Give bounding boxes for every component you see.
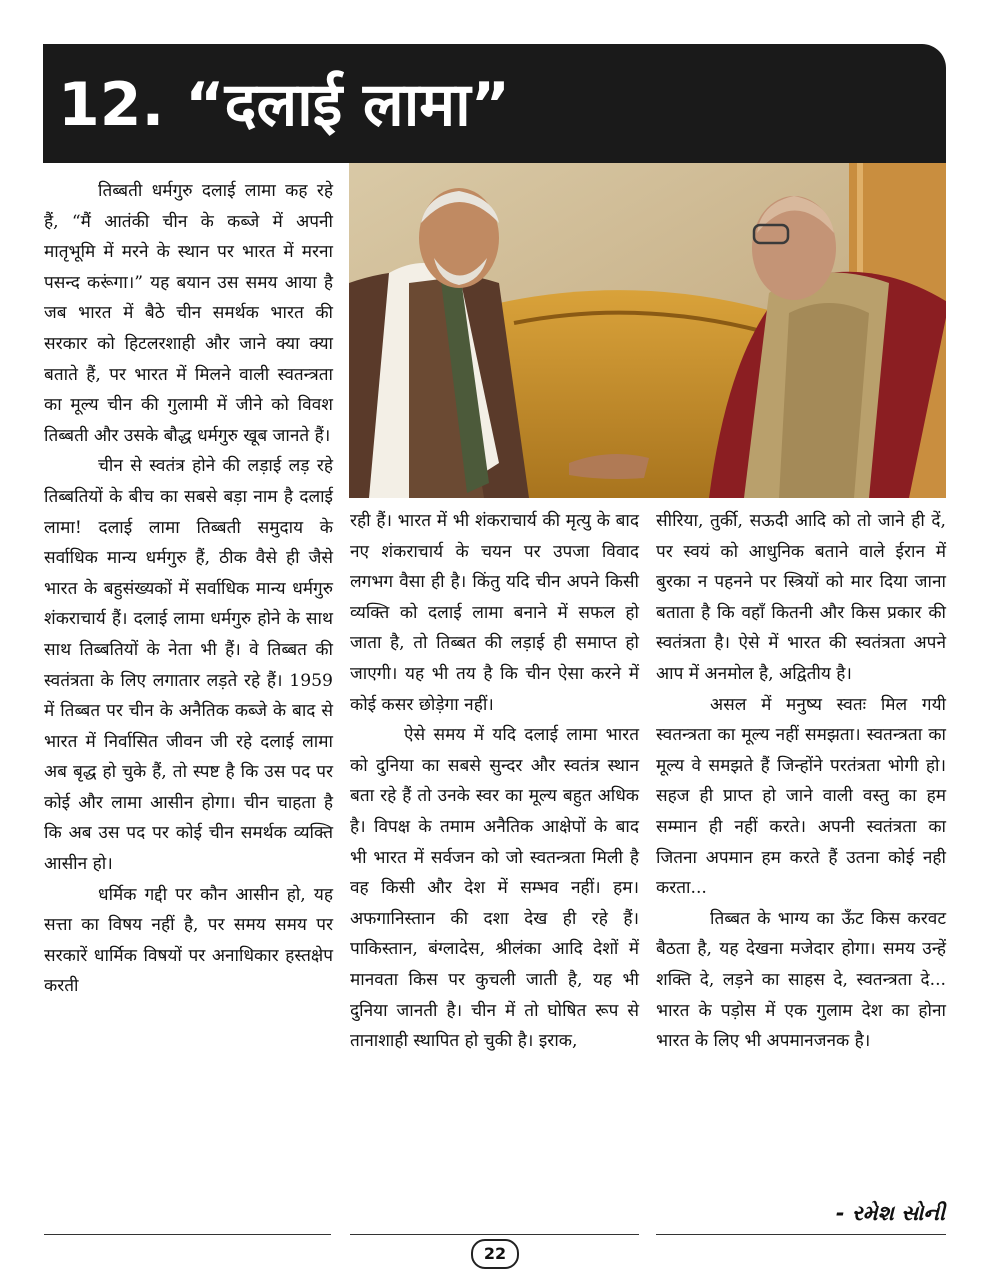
author-signature: - રમેશ સોની xyxy=(835,1201,945,1225)
page-number: 22 xyxy=(471,1239,519,1269)
text-column-1 xyxy=(44,176,333,1002)
paragraph: सीरिया, तुर्की, सऊदी आदि को तो जाने ही दें, पर स्वयं को आधुनिक बताने वाले ईरान में बुरका न पहनने पर स्त्रियों को मार दिया जाना बताता है कि वहाँ कितनी और किस प्रकार की स्वतंत्रता है। ऐसे में भारत की स्वतंत्रता अपने आप में अनमोल है, अद्वितीय है। xyxy=(656,511,946,684)
photo-illustration xyxy=(349,163,946,498)
article-title: 12. “दलाई लामा” xyxy=(58,70,511,140)
paragraph: धर्मिक गद्दी पर कौन आसीन हो, यह सत्ता का विषय नहीं है, पर समय समय पर सरकारें धार्मिक विषयों पर अनाधिकार हस्तक्षेप करती xyxy=(44,884,333,997)
paragraph: असल में मनुष्य स्वतः मिल गयी स्वतन्त्रता का मूल्य नहीं समझता। स्वतन्त्रता का मूल्य वे समझते हैं जिन्होंने परतंत्रता भोगी हो। सहज ही प्राप्त हो जाने वाली वस्तु का हम सम्मान ही नहीं करते। अपनी स्वतंत्रता का जितना अपमान हम करते हैं उतना कोई नही करता... xyxy=(656,694,946,899)
paragraph: ऐसे समय में यदि दलाई लामा भारत को दुनिया का सबसे सुन्दर और स्वतंत्र स्थान बता रहे हैं तो उनके स्वर का मूल्य बहुत अधिक है। विपक्ष के तमाम अनैतिक आक्षेपों के बाद भी भारत में सर्वजन को जो स्वतन्त्रता मिली है वह किसी और देश में सम्भव नहीं। हम।अफगानिस्तान की दशा देख ही रहे हैं। पाकिस्तान, बंग्लादेस, श्रीलंका आदि देशों में मानवता किस पर कुचली जाती है, यह भी दुनिया जानती है। चीन में तो घोषित रूप से तानाशाही स्थापित हो चुकी है। इराक, xyxy=(350,725,639,1052)
text-column-3 xyxy=(656,506,946,1057)
text-column-2 xyxy=(350,506,639,1057)
paragraph: तिब्बत के भाग्य का ऊँट किस करवट बैठता है, यह देखना मजेदार होगा। समय उन्हें शक्ति दे, लड़ने का साहस दे, स्वतन्त्रता दे... भारत के पड़ोस में एक गुलाम देश का होना भारत के लिए भी अपमानजनक है। xyxy=(656,908,946,1052)
paragraph: चीन से स्वतंत्र होने की लड़ाई लड़ रहे तिब्बतियों के बीच का सबसे बड़ा नाम है दलाई लामा! दलाई लामा तिब्बती समुदाय के सर्वाधिक मान्य धर्मगुरु हैं, ठीक वैसे ही जैसे भारत के बहुसंख्यकों में सर्वाधिक मान्य धर्मगुरु शंकराचार्य हैं। दलाई लामा धर्मगुरु होने के साथ साथ तिब्बतियों के नेता भी हैं। वे तिब्बत की स्वतंत्रता के लिए लगातार लड़ते रहे हैं। 1959 में तिब्बत पर चीन के अनैतिक कब्जे के बाद से भारत में निर्वासित जीवन जी रहे दलाई लामा अब बृद्ध हो चुके हैं, तो स्पष्ट है कि उस पद पर कोई और लामा आसीन होगा। चीन चाहता है कि अब उस पद पर कोई चीन समर्थक व्यक्ति आसीन हो। xyxy=(44,456,333,875)
footer-rule-middle xyxy=(350,1234,639,1235)
footer-rule-left xyxy=(44,1234,331,1235)
paragraph: तिब्बती धर्मगुरु दलाई लामा कह रहे हैं, “मैं आतंकी चीन के कब्जे में अपनी मातृभूमि में मरने के स्थान पर भारत में मरना पसन्द करूंगा।” यह बयान उस समय आया है जब भारत में बैठे चीन समर्थक भारत की सरकार को हिटलरशाही और जाने क्या क्या बताते हैं, पर भारत में मिलने वाली स्वतन्त्रता का मूल्य चीन की गुलामी में जीने को विवश तिब्बती और उसके बौद्ध धर्मगुरु खूब जानते हैं। xyxy=(44,181,333,446)
paragraph: रही हैं। भारत में भी शंकराचार्य की मृत्यु के बाद नए शंकराचार्य के चयन पर उपजा विवाद लगभग वैसा ही है। किंतु यदि चीन अपने किसी व्यक्ति को दलाई लामा बनाने में सफल हो जाता है, तो तिब्बत की लड़ाई ही समाप्त हो जाएगी। यह भी तय है कि चीन ऐसा करने में कोई कसर छोड़ेगा नहीं। xyxy=(350,511,639,715)
article-photo xyxy=(349,163,946,498)
footer-rule-right xyxy=(656,1234,946,1235)
